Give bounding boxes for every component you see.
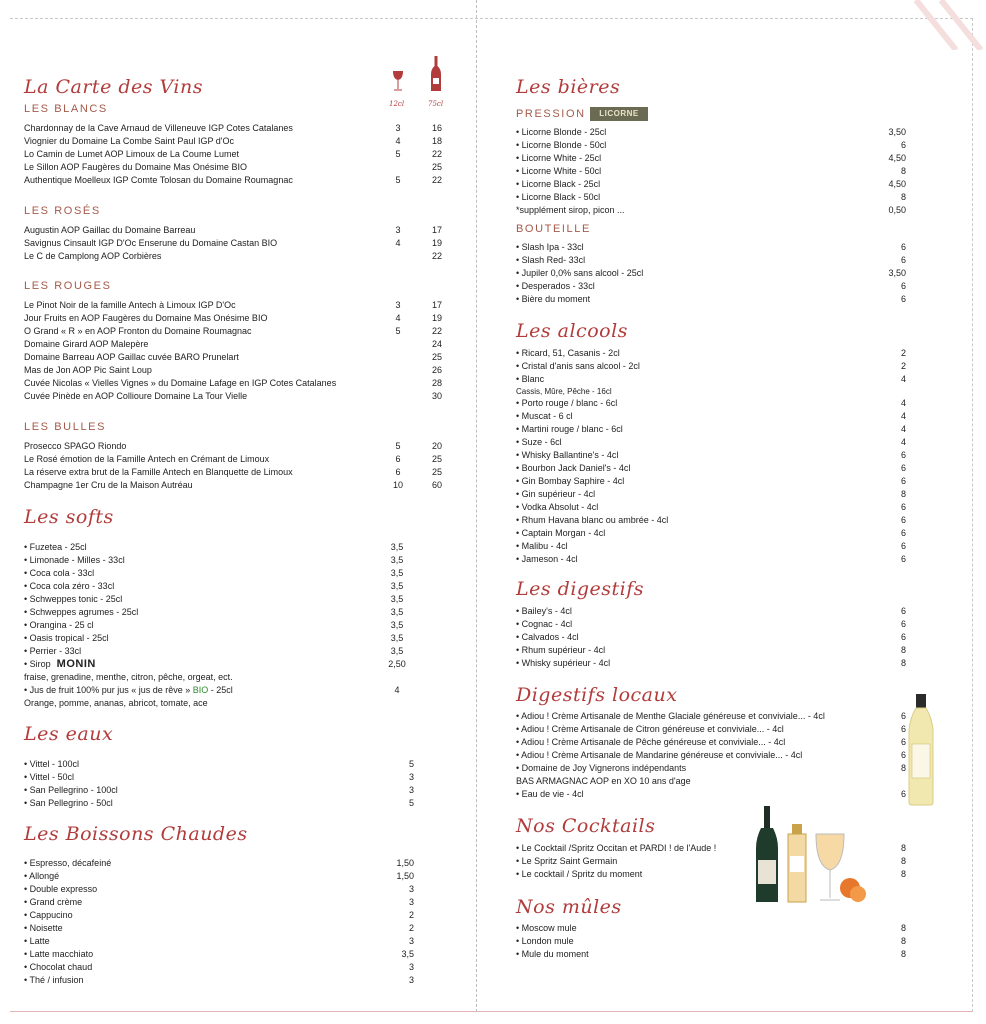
item-name: • Le cocktail / Spritz du moment — [516, 869, 643, 879]
item-price: 8 — [900, 949, 906, 959]
item-name: • Jameson - 4cl — [516, 554, 578, 564]
pression-heading: PRESSION — [516, 108, 586, 120]
monin-logo: MONIN — [56, 658, 96, 670]
item-price: 6 — [900, 724, 906, 734]
item-price: 8 — [900, 192, 906, 202]
item-name: • Bière du moment — [516, 294, 591, 304]
item-price: 8 — [900, 166, 906, 176]
glass-price: 4 — [395, 238, 401, 248]
item-price: 3,5 — [401, 949, 414, 959]
corner-decoration — [896, 0, 986, 50]
item-name: • San Pellegrino - 50cl — [24, 798, 113, 808]
item-name: • Suze - 6cl — [516, 437, 562, 447]
bouteille-heading: BOUTEILLE — [516, 223, 591, 235]
item-price: 4 — [900, 437, 906, 447]
item-price: 0,50 — [888, 205, 906, 215]
bottle-price: 17 — [431, 225, 442, 235]
item-price: 6 — [900, 619, 906, 629]
item-price: 4,50 — [888, 153, 906, 163]
item-name: • Coca cola zéro - 33cl — [24, 581, 115, 591]
item-name: • Cognac - 4cl — [516, 619, 573, 629]
item-price: 6 — [900, 750, 906, 760]
item-name: • Calvados - 4cl — [516, 632, 579, 642]
bottle-price: 22 — [431, 326, 442, 336]
alcools-title: Les alcools — [516, 320, 628, 342]
glass-price: 6 — [395, 467, 401, 477]
item-name: • Limonade - Milles - 33cl — [24, 555, 125, 565]
wine-name: Augustin AOP Gaillac du Domaine Barreau — [24, 225, 196, 235]
item-price: 6 — [900, 515, 906, 525]
item-price: 3 — [408, 897, 414, 907]
item-name: • Noisette — [24, 923, 63, 933]
wine-name: Cuvée Pinède en AOP Collioure Domaine La Tour Vielle — [24, 391, 248, 401]
item-price: 6 — [900, 528, 906, 538]
wines-title: La Carte des Vins — [24, 76, 203, 98]
bottle-price: 26 — [431, 365, 442, 375]
bottle-price: 24 — [431, 339, 442, 349]
item-price: 6 — [900, 255, 906, 265]
wine-name: Le Rosé émotion de la Famille Antech en Crémant de Limoux — [24, 454, 270, 464]
roses-heading: LES ROSÉS — [24, 205, 101, 217]
blancs-heading: LES BLANCS — [24, 103, 108, 115]
bottle-volume-label: 75cl — [428, 100, 444, 108]
wine-name: Domaine Girard AOP Malepère — [24, 339, 149, 349]
glass-price: 5 — [395, 149, 401, 159]
wine-name: Viognier du Domaine La Combe Saint Paul IGP d'Oc — [24, 136, 235, 146]
wine-name: Cuvée Nicolas « Vielles Vignes » du Domaine Lafage en IGP Cotes Catalanes — [24, 378, 337, 388]
item-name: • Captain Morgan - 4cl — [516, 528, 606, 538]
wine-name: Champagne 1er Cru de la Maison Autréau — [24, 480, 193, 490]
item-name: • Ricard, 51, Casanis - 2cl — [516, 348, 620, 358]
item-price: 1,50 — [396, 858, 414, 868]
item-name: • Slash Red- 33cl — [516, 255, 586, 265]
item-price: 8 — [900, 658, 906, 668]
wine-name: Domaine Barreau AOP Gaillac cuvée BARO Prunelart — [24, 352, 239, 362]
glass-price: 5 — [395, 441, 401, 451]
item-name: • Domaine de Joy Vignerons indépendants — [516, 763, 687, 773]
center-fold — [476, 0, 477, 1012]
item-price: 6 — [900, 140, 906, 150]
bottle-price: 18 — [431, 136, 442, 146]
item-name: • San Pellegrino - 100cl — [24, 785, 118, 795]
item-name: • Slash Ipa - 33cl — [516, 242, 584, 252]
bottle-price: 22 — [431, 175, 442, 185]
item-name: • Martini rouge / blanc - 6cl — [516, 424, 623, 434]
item-name: • Licorne White - 25cl — [516, 153, 602, 163]
wine-name: Le Sillon AOP Faugères du Domaine Mas Onésime BIO — [24, 162, 247, 172]
glass-price: 10 — [392, 480, 403, 490]
bottle-price: 28 — [431, 378, 442, 388]
item-price: 3,50 — [888, 268, 906, 278]
item-price: 3,5 — [390, 607, 404, 617]
item-name: • Bourbon Jack Daniel's - 4cl — [516, 463, 631, 473]
item-name: • Allongé — [24, 871, 60, 881]
digestifs-title: Les digestifs — [516, 578, 645, 600]
item-price: 3 — [408, 936, 414, 946]
item-price: 2 — [408, 923, 414, 933]
item-name: • Adiou ! Crème Artisanale de Pêche généreuse et conviviale... - 4cl — [516, 737, 786, 747]
item-detail: Orange, pomme, ananas, abricot, tomate, ace — [24, 698, 208, 708]
item-name: • London mule — [516, 936, 574, 946]
item-name: • Licorne White - 50cl — [516, 166, 602, 176]
item-price: 3,5 — [390, 646, 404, 656]
item-price: 4 — [900, 411, 906, 421]
item-price: 6 — [900, 711, 906, 721]
item-price: 8 — [900, 489, 906, 499]
cocktails-title: Nos Cocktails — [516, 815, 656, 837]
item-name: • Jus de fruit 100% pur jus « jus de rêve » — [24, 685, 193, 695]
bottle-price: 19 — [431, 238, 442, 248]
item-name: • Oasis tropical - 25cl — [24, 633, 109, 643]
item-price: 6 — [900, 463, 906, 473]
item-name: *supplément sirop, picon ... — [516, 205, 625, 215]
item-detail: fraise, grenadine, menthe, citron, pêche, orgeat, ect. — [24, 672, 233, 682]
glass-price: 3 — [395, 300, 401, 310]
item-price: 6 — [900, 606, 906, 616]
item-name: • Bailey's - 4cl — [516, 606, 572, 616]
wine-name: Le C de Camplong AOP Corbières — [24, 251, 162, 261]
item-name: • Whisky supérieur - 4cl — [516, 658, 611, 668]
item-price: 5 — [408, 798, 414, 808]
item-price: 6 — [900, 450, 906, 460]
rouges-heading: LES ROUGES — [24, 280, 112, 292]
item-price: 3,5 — [390, 555, 404, 565]
item-price: 3 — [408, 962, 414, 972]
item-price: 4 — [394, 685, 400, 695]
item-price: 6 — [900, 789, 906, 799]
item-name: • Rhum Havana blanc ou ambrée - 4cl — [516, 515, 669, 525]
item-price: 2 — [408, 910, 414, 920]
glass-price: 5 — [395, 326, 401, 336]
item-price: 5 — [408, 759, 414, 769]
item-price: 8 — [900, 936, 906, 946]
item-name: • Le Spritz Saint Germain — [516, 856, 618, 866]
item-name: Cassis, Mûre, Pêche - 16cl — [516, 387, 612, 396]
item-price: 3,5 — [390, 568, 404, 578]
bottle-price: 20 — [431, 441, 442, 451]
eaux-title: Les eaux — [24, 723, 114, 745]
item-price: 3,5 — [390, 633, 404, 643]
item-name: • Double expresso — [24, 884, 98, 894]
item-price: 1,50 — [396, 871, 414, 881]
item-price: 4 — [900, 398, 906, 408]
boissons-chaudes-title: Les Boissons Chaudes — [24, 823, 248, 845]
item-price: 3 — [408, 975, 414, 985]
item-price: 6 — [900, 554, 906, 564]
wine-name: Lo Camin de Lumet AOP Limoux de La Coume Lumet — [24, 149, 239, 159]
item-name: • Cristal d'anis sans alcool - 2cl — [516, 361, 640, 371]
item-price: 6 — [900, 502, 906, 512]
item-volume: - 25cl — [208, 685, 233, 695]
item-price: 8 — [900, 645, 906, 655]
item-price: 6 — [900, 281, 906, 291]
item-name: • Eau de vie - 4cl — [516, 789, 584, 799]
item-name: • Sirop — [24, 659, 51, 669]
wine-bottle-icon — [431, 56, 441, 92]
item-name: • Thé / infusion — [24, 975, 84, 985]
wine-name: Jour Fruits en AOP Faugères du Domaine Mas Onésime BIO — [24, 313, 268, 323]
item-name: • Gin supérieur - 4cl — [516, 489, 596, 499]
item-price: 8 — [900, 856, 906, 866]
item-price: 3,5 — [390, 594, 404, 604]
item-price: 4,50 — [888, 179, 906, 189]
item-name: • Grand crème — [24, 897, 83, 907]
item-name: • Adiou ! Crème Artisanale de Mandarine généreuse et conviviale... - 4cl — [516, 750, 803, 760]
item-price: 6 — [900, 476, 906, 486]
item-name: • Adiou ! Crème Artisanale de Citron généreuse et conviviale... - 4cl — [516, 724, 784, 734]
item-name: • Chocolat chaud — [24, 962, 93, 972]
wine-name: Mas de Jon AOP Pic Saint Loup — [24, 365, 152, 375]
bottle-price: 19 — [431, 313, 442, 323]
item-name: • Vittel - 100cl — [24, 759, 80, 769]
item-name: • Moscow mule — [516, 923, 577, 933]
glass-price: 3 — [395, 123, 401, 133]
wine-name: Savignus Cinsault IGP D'Oc Enserune du Domaine Castan BIO — [24, 238, 278, 248]
item-name: • Perrier - 33cl — [24, 646, 82, 656]
cocktail-bottles-image — [752, 804, 874, 904]
item-price: 4 — [900, 374, 906, 384]
wine-name: Chardonnay de la Cave Arnaud de Villeneuve IGP Cotes Catalanes — [24, 123, 293, 133]
item-price: 6 — [900, 737, 906, 747]
item-name: • Gin Bombay Saphire - 4cl — [516, 476, 625, 486]
bottle-price: 25 — [431, 352, 442, 362]
item-name: • Cappucino — [24, 910, 73, 920]
item-name: • Le Cocktail /Spritz Occitan et PARDI ! de l'Aude ! — [516, 843, 717, 853]
bio-label: BIO — [192, 685, 209, 695]
bottle-price: 25 — [431, 454, 442, 464]
glass-price: 4 — [395, 136, 401, 146]
item-price: 3,50 — [888, 127, 906, 137]
wine-name: Prosecco SPAGO Riondo — [24, 441, 127, 451]
item-name: • Vittel - 50cl — [24, 772, 75, 782]
bottle-price: 25 — [431, 162, 442, 172]
wine-name: La réserve extra brut de la Famille Antech en Blanquette de Limoux — [24, 467, 293, 477]
bottle-price: 22 — [431, 251, 442, 261]
item-name: • Licorne Blonde - 50cl — [516, 140, 607, 150]
item-price: 2,50 — [388, 659, 406, 669]
item-price: 2 — [900, 361, 906, 371]
glass-volume-label: 12cl — [389, 100, 405, 108]
item-price: 3 — [408, 785, 414, 795]
item-name: • Desperados - 33cl — [516, 281, 595, 291]
item-price: 6 — [900, 541, 906, 551]
item-price: 6 — [900, 632, 906, 642]
item-name: • Schweppes agrumes - 25cl — [24, 607, 139, 617]
item-price: 3,5 — [390, 542, 404, 552]
item-name: • Malibu - 4cl — [516, 541, 568, 551]
bottle-price: 60 — [431, 480, 442, 490]
mules-title: Nos mûles — [516, 896, 622, 918]
bottle-price: 22 — [431, 149, 442, 159]
item-price: 8 — [900, 869, 906, 879]
item-name: • Licorne Black - 50cl — [516, 192, 601, 202]
item-name: • Porto rouge / blanc - 6cl — [516, 398, 618, 408]
wine-glass-icon — [392, 70, 404, 92]
item-name: • Licorne Black - 25cl — [516, 179, 601, 189]
item-name: • Blanc — [516, 374, 545, 384]
bulles-heading: LES BULLES — [24, 421, 107, 433]
item-name: • Latte macchiato — [24, 949, 94, 959]
item-price: 4 — [900, 424, 906, 434]
item-price: 6 — [900, 294, 906, 304]
glass-price: 6 — [395, 454, 401, 464]
item-price: 8 — [900, 843, 906, 853]
glass-price: 3 — [395, 225, 401, 235]
item-name: • Mule du moment — [516, 949, 589, 959]
item-price: 8 — [900, 763, 906, 773]
softs-title: Les softs — [24, 506, 114, 528]
item-name: • Orangina - 25 cl — [24, 620, 94, 630]
item-name: • Fuzetea - 25cl — [24, 542, 87, 552]
item-name: • Latte — [24, 936, 50, 946]
digestifs-locaux-title: Digestifs locaux — [516, 684, 678, 706]
item-price: 3 — [408, 772, 414, 782]
wine-name: Le Pinot Noir de la famille Antech à Limoux IGP D'Oc — [24, 300, 236, 310]
item-price: 3,5 — [390, 620, 404, 630]
item-name: BAS ARMAGNAC AOP en XO 10 ans d'age — [516, 776, 691, 786]
liqueur-bottle-image — [904, 694, 938, 806]
item-price: 8 — [900, 923, 906, 933]
item-price: 6 — [900, 242, 906, 252]
item-price: 3,5 — [390, 581, 404, 591]
glass-price: 5 — [395, 175, 401, 185]
item-name: • Adiou ! Crème Artisanale de Menthe Glaciale généreuse et conviviale... - 4cl — [516, 711, 825, 721]
item-name: • Jupiler 0,0% sans alcool - 25cl — [516, 268, 644, 278]
item-name: • Muscat - 6 cl — [516, 411, 573, 421]
item-name: • Rhum supérieur - 4cl — [516, 645, 606, 655]
bottle-price: 17 — [431, 300, 442, 310]
item-price: 2 — [900, 348, 906, 358]
item-name: • Coca cola - 33cl — [24, 568, 95, 578]
item-name: • Licorne Blonde - 25cl — [516, 127, 607, 137]
item-price: 3 — [408, 884, 414, 894]
item-name: • Whisky Ballantine's - 4cl — [516, 450, 619, 460]
bottle-price: 16 — [431, 123, 442, 133]
wine-name: Authentique Moelleux IGP Comte Tolosan du Domaine Roumagnac — [24, 175, 293, 185]
glass-price: 4 — [395, 313, 401, 323]
wine-name: O Grand « R » en AOP Fronton du Domaine Roumagnac — [24, 326, 252, 336]
bottle-price: 25 — [431, 467, 442, 477]
item-name: • Espresso, décafeiné — [24, 858, 112, 868]
item-name: • Vodka Absolut - 4cl — [516, 502, 599, 512]
item-name: • Schweppes tonic - 25cl — [24, 594, 123, 604]
licorne-logo: LICORNE — [590, 107, 648, 121]
bieres-title: Les bières — [516, 76, 621, 98]
bottle-price: 30 — [431, 391, 442, 401]
